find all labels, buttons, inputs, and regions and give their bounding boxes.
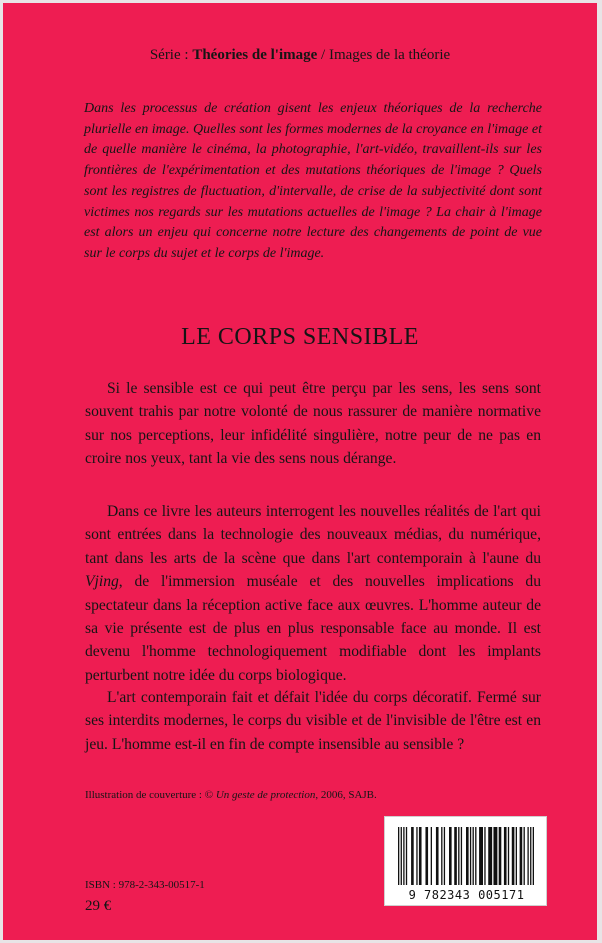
barcode-bar — [466, 827, 469, 885]
series-suffix: / Images de la théorie — [317, 47, 451, 63]
barcode-bars — [398, 827, 534, 885]
illustration-credit — [85, 789, 377, 801]
book-back-cover — [3, 3, 597, 940]
barcode-bar — [436, 827, 439, 885]
paragraph-3: L'art contemporain fait et défait l'idée du corps décoratif. Fermé sur ses interdits modernes, le corps du visible et de l'invisible de l'être est en jeu. L'homme est-il en fin de compte insensible au sensible ? — [85, 689, 541, 753]
barcode-bar — [406, 827, 407, 885]
barcode-bar — [488, 827, 492, 885]
barcode-bar — [425, 827, 428, 885]
barcode-bar — [473, 827, 474, 885]
credit-suffix: , 2006, SAJB. — [315, 789, 377, 801]
barcode-bar — [484, 827, 485, 885]
series-prefix: Série : — [149, 47, 193, 63]
barcode — [384, 816, 547, 906]
barcode-bar — [527, 827, 528, 885]
barcode-bar — [403, 827, 404, 885]
series-title: Théories de l'image — [192, 47, 318, 63]
barcode-bar — [461, 827, 462, 885]
barcode-bar — [419, 827, 422, 885]
barcode-bar — [504, 827, 507, 885]
barcode-bar — [441, 827, 442, 885]
barcode-bar — [508, 827, 509, 885]
barcode-bar — [516, 827, 517, 885]
barcode-bar — [499, 827, 502, 885]
barcode-bar — [470, 827, 471, 885]
barcode-bar — [512, 827, 515, 885]
barcode-bar — [479, 827, 483, 885]
barcode-bar — [458, 827, 459, 885]
credit-work: Un geste de protection — [215, 789, 316, 801]
barcode-bar — [431, 827, 432, 885]
barcode-bar — [533, 827, 534, 885]
isbn: ISBN : 978-2-343-00517-1 — [85, 879, 205, 891]
barcode-bar — [416, 827, 417, 885]
price: 29 € — [85, 898, 112, 914]
barcode-bar — [493, 827, 497, 885]
paragraph-2-after: , de l'immersion muséale et des nouvelles implications du spectateur dans la réception active face aux œuvres. L'homme auteur de sa vie présente est de plus en plus responsable face au monde. Il est devenu l'homme technologiquement modifiable dont les implants perturbent notre idée du corps biologique. — [85, 573, 541, 684]
barcode-bar — [444, 827, 445, 885]
paragraph-2 — [85, 500, 541, 687]
book-title-heading: LE CORPS SENSIBLE — [181, 324, 419, 350]
barcode-bar — [411, 827, 414, 885]
intro-text: Dans les processus de création gisent les enjeux théoriques de la recherche plurielle en image. Quelles sont les formes modernes de la croyance en l'image et de quelle manière le cinéma, la photographie, l'art-vidéo, travaillent-ils sur les frontières de l'expérimentation et des mutations théoriques de l'image ? Quels sont les registres de fluctuation, d'intervalle, de crise de la subjectivité dont sont victimes nos regards sur les mutations actuelles de l'image ? La chair à l'image est alors un enjeu qui concerne notre lecture des changements de point de vue sur le corps du sujet et le corps de l'image. — [84, 101, 542, 261]
paragraph-2-before: Dans ce livre les auteurs interrogent les nouvelles réalités de l'art qui sont entrées dans la technologie des nouveaux médias, du numérique, tant dans les arts de la scène que dans l'art contemporain à l'aune du — [85, 503, 541, 567]
barcode-bar — [449, 827, 452, 885]
series-line — [3, 47, 597, 64]
credit-prefix: Illustration de couverture : © — [85, 789, 216, 801]
barcode-bar — [520, 827, 523, 885]
barcode-bar — [398, 827, 399, 885]
paragraph-1: Si le sensible est ce qui peut être perçu par les sens, les sens sont souvent trahis par notre volonté de nous rassurer de manière normative sur nos perceptions, leur infidélité singulière, notre peur de ne pas en croire nos yeux, tant la vie des sens nous dérange. — [85, 380, 541, 468]
barcode-digits: 9 782343 005171 — [408, 888, 525, 902]
paragraph-2-italic: Vjing — [85, 573, 119, 591]
barcode-bar — [454, 827, 457, 885]
barcode-bar — [530, 827, 531, 885]
barcode-bar — [401, 827, 402, 885]
barcode-bar — [524, 827, 525, 885]
barcode-bar — [475, 827, 476, 885]
